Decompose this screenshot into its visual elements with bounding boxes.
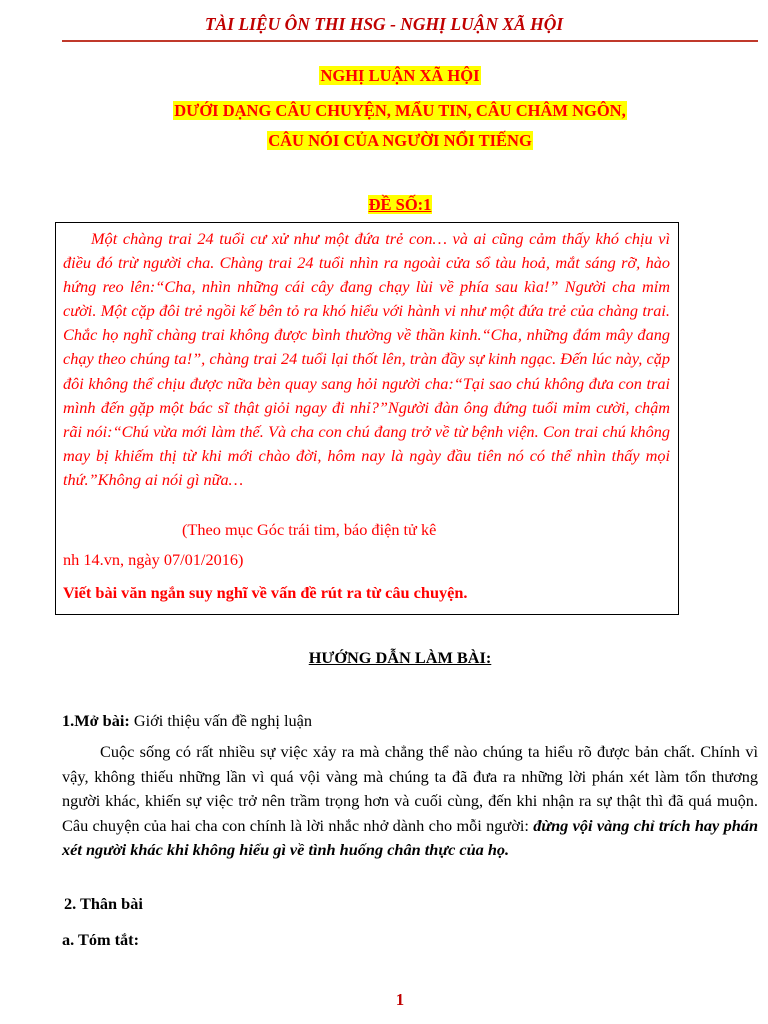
title-line-3 [0, 131, 768, 152]
story-text: Một chàng trai 24 tuổi cư xử như một đứa trẻ con… và ai cũng cảm thấy khó chịu vì điều đó trừ người cha. Chàng trai 24 tuổi nhìn ra ngoài cửa sổ tàu hoả, mắt sáng rỡ, hào hứng reo lên:“Cha, nhìn những cái cây đang chạy lùi về phía sau kìa!” Người cha mỉm cười. Một cặp đôi trẻ ngồi kế bên tỏ ra khó hiểu với hành vi như một đứa trẻ của chàng trai. Chắc họ nghĩ chàng trai không được bình thường về thần kinh.“Cha, những đám mây đang chạy theo chúng ta!”, chàng trai 24 tuổi lại thốt lên, tràn đầy sự kinh ngạc. Đến lúc này, cặp đôi không thể chịu được nữa bèn quay sang hỏi người cha:“Tại sao chú không đưa con trai mình đến gặp một bác sĩ thật giỏi ngay đi nhỉ?”Người đàn ông đứng tuổi mỉm cười, chậm rãi nói:“Chú vừa mới làm thế. Và cha con chú đang trở về từ bệnh viện. Con trai chú không may bị khiếm thị từ khi mới chào đời, hôm nay là ngày đầu tiên nó có thể nhìn thấy mọi thứ.”Không ai nói gì nữa… [63, 229, 670, 489]
title-highlight-3: CÂU NÓI CỦA NGƯỜI NỔI TIẾNG [268, 131, 532, 150]
source-line-2: nh 14.vn, ngày 07/01/2016) [63, 550, 244, 569]
section-1-heading [62, 711, 312, 731]
title-line-2 [0, 101, 768, 122]
page-number: 1 [395, 990, 405, 1009]
section-1-text: Giới thiệu vấn đề nghị luận [129, 711, 313, 730]
header-divider [62, 40, 758, 42]
exam-number: ĐỀ SỐ:1 [368, 195, 432, 214]
exam-number-line [0, 195, 768, 216]
task-instruction: Viết bài văn ngắn suy nghĩ về vấn đề rút ra từ câu chuyện. [63, 583, 468, 602]
title-highlight-2: DƯỚI DẠNG CÂU CHUYỆN, MẨU TIN, CÂU CHÂM NGÔN, [174, 101, 626, 120]
intro-paragraph [62, 740, 758, 863]
intro-paragraph-text: Cuộc sống có rất nhiều sự việc xảy ra mà chẳng thể nào chúng ta hiểu rõ được bản chất. Chính vì vậy, không thiếu những lần vì quá vội vàng mà chúng ta đã đưa ra những lời phán xét làm tổn thương người khác, khiến sự việc trở nên trầm trọng hơn và cuối cùng, đến khi nhận ra sự thật thì đã quá muộn. Câu chuyện của hai cha con chính là lời nhắc nhở dành cho mỗi người: [62, 742, 758, 835]
section-1-label: 1.Mở bài: [62, 711, 130, 730]
section-2a-heading: a. Tóm tắt: [62, 930, 140, 949]
title-highlight-1: NGHỊ LUẬN XÃ HỘI [320, 66, 480, 85]
title-line-1 [0, 66, 768, 87]
document-header-title: TÀI LIỆU ÔN THI HSG - NGHỊ LUẬN XÃ HỘI [204, 14, 564, 34]
guide-heading: HƯỚNG DẪN LÀM BÀI: [308, 648, 492, 667]
section-2-heading: 2. Thân bài [64, 894, 143, 913]
intro-paragraph-emphasis: đừng vội vàng chỉ trích hay phán xét người khác khi không hiểu gì về tình huống chân thực của họ. [62, 815, 758, 859]
source-line-1: (Theo mục Góc trái tim, báo điện tử kê [182, 520, 437, 539]
